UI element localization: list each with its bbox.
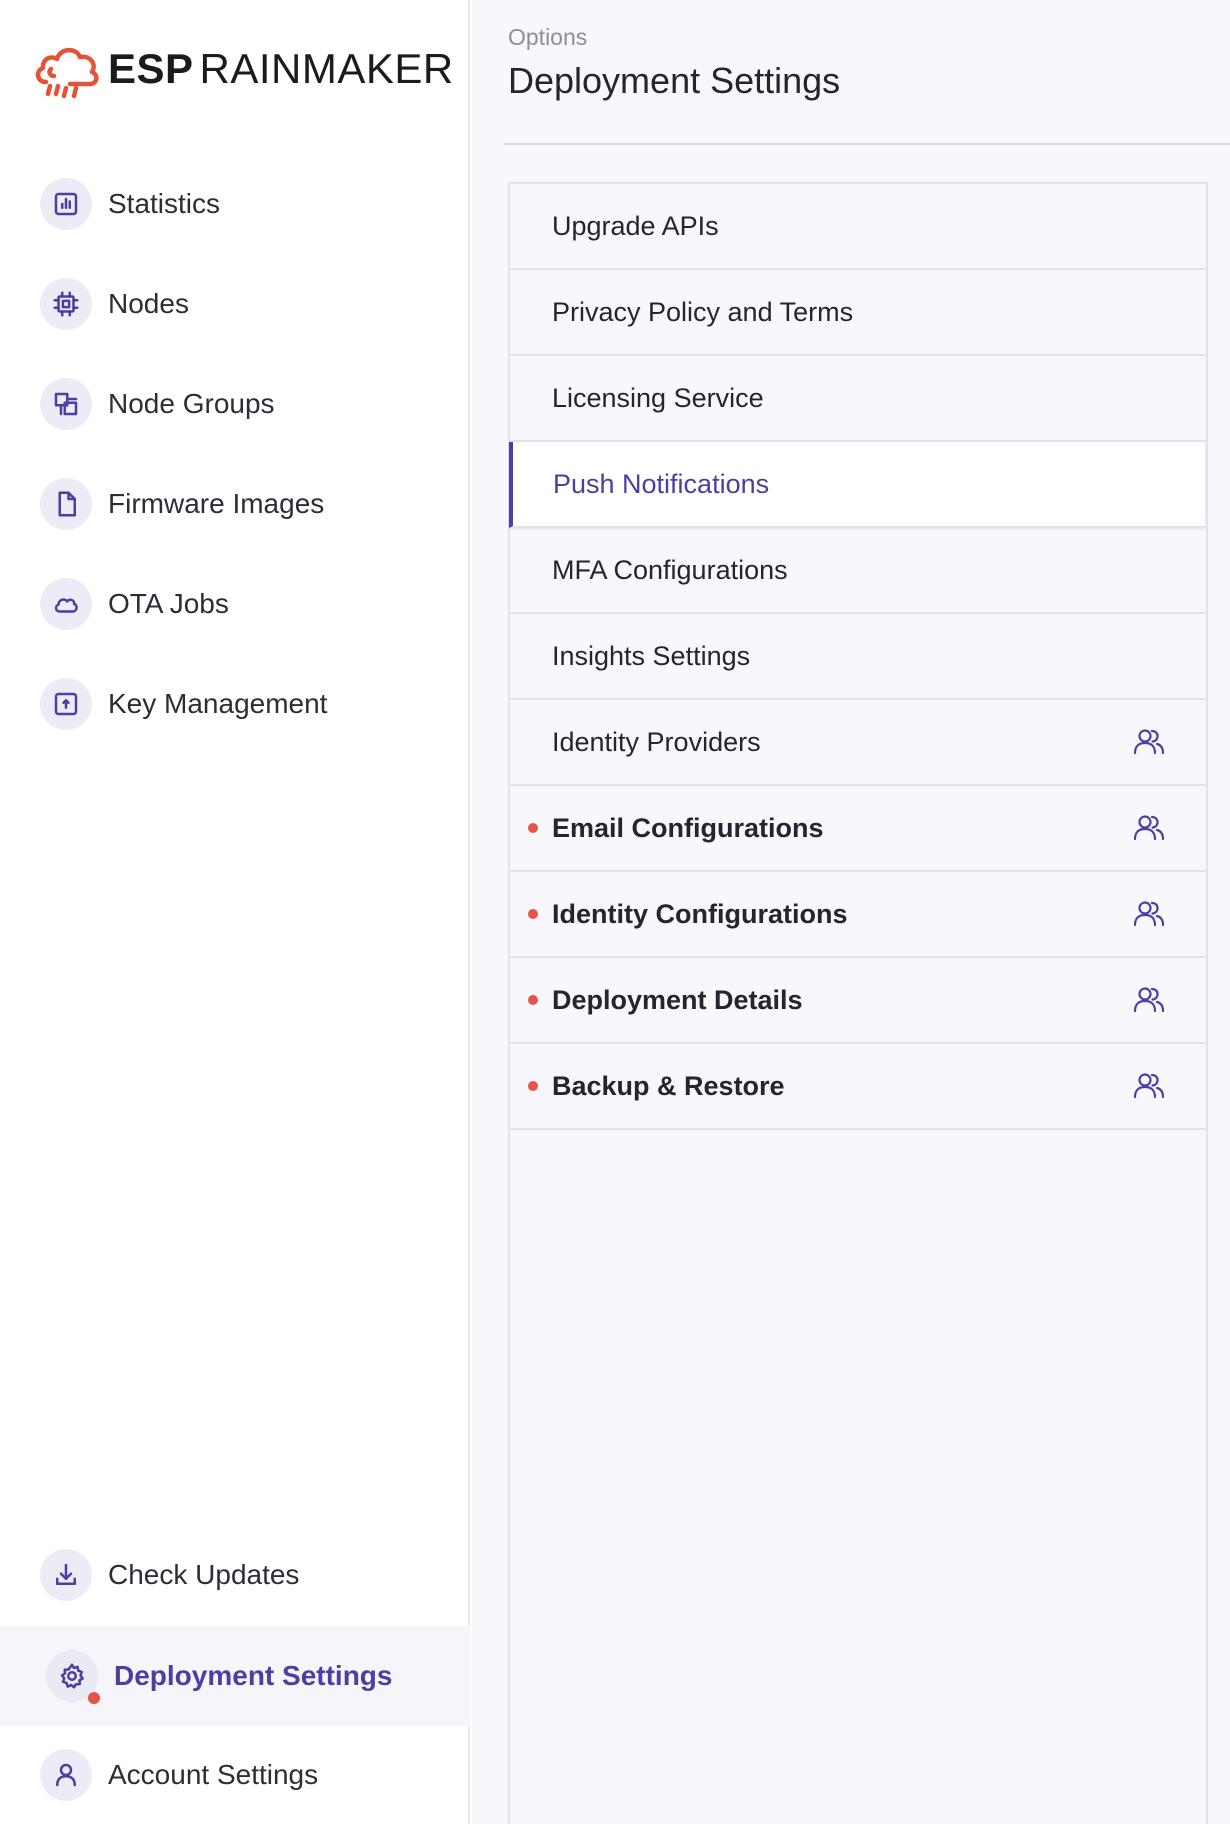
sidebar-item-label: Check Updates — [108, 1559, 300, 1590]
users-icon — [1132, 1070, 1166, 1102]
settings-item-licensing-service[interactable] — [510, 356, 1206, 442]
settings-item-label: Backup & Restore — [552, 1070, 785, 1101]
settings-item-privacy-policy[interactable] — [510, 270, 1206, 356]
settings-item-insights-settings[interactable] — [510, 614, 1206, 700]
sidebar-item-label: Deployment Settings — [114, 1660, 393, 1691]
settings-item-label: Email Configurations — [552, 812, 824, 843]
rainmaker-cloud-icon — [32, 38, 104, 100]
attention-dot — [528, 995, 538, 1005]
sidebar-item-label: Statistics — [108, 188, 221, 219]
sidebar-item-label: OTA Jobs — [108, 588, 229, 619]
main-content — [472, 0, 1230, 1824]
sidebar-item-label: Nodes — [108, 288, 189, 319]
settings-item-label: Push Notifications — [553, 468, 770, 499]
settings-item-identity-configurations[interactable] — [510, 872, 1206, 958]
divider — [504, 143, 1230, 145]
settings-item-label: Insights Settings — [552, 640, 751, 671]
sidebar-item-label: Key Management — [108, 688, 328, 719]
settings-item-label: Deployment Details — [552, 984, 803, 1015]
settings-item-backup-restore[interactable] — [510, 1044, 1206, 1130]
breadcrumb[interactable]: Options — [508, 24, 588, 50]
settings-item-identity-providers[interactable] — [510, 700, 1206, 786]
sidebar-item-nodes[interactable] — [0, 254, 470, 354]
sidebar-item-node-groups[interactable] — [0, 354, 470, 454]
sidebar-item-label: Node Groups — [108, 388, 275, 419]
users-icon — [1132, 898, 1166, 930]
user-icon — [40, 1749, 92, 1801]
settings-item-label: MFA Configurations — [552, 554, 788, 585]
brand-logo[interactable] — [32, 38, 454, 100]
node-groups-icon — [40, 378, 92, 430]
settings-item-upgrade-apis[interactable] — [510, 184, 1206, 270]
users-icon — [1132, 984, 1166, 1016]
settings-options-list — [508, 182, 1208, 1824]
settings-item-label: Identity Configurations — [552, 898, 848, 929]
gear-icon — [46, 1650, 98, 1702]
brand-name-rainmaker: RAINMAKER — [199, 45, 454, 92]
file-icon — [40, 478, 92, 530]
attention-dot — [528, 909, 538, 919]
settings-item-label: Licensing Service — [552, 382, 764, 413]
sidebar-item-deployment-settings[interactable] — [0, 1626, 470, 1726]
download-icon — [40, 1549, 92, 1601]
brand-name-esp: ESP — [108, 45, 194, 92]
users-icon — [1132, 812, 1166, 844]
page-title: Deployment Settings — [508, 60, 841, 101]
cloud-icon — [40, 578, 92, 630]
chart-icon — [40, 178, 92, 230]
settings-item-label: Upgrade APIs — [552, 210, 719, 241]
sidebar-item-firmware-images[interactable] — [0, 454, 470, 554]
settings-item-push-notifications[interactable] — [509, 442, 1205, 528]
sidebar-item-statistics[interactable] — [0, 154, 470, 254]
sidebar-item-key-management[interactable] — [0, 654, 470, 754]
sidebar-item-account-settings[interactable] — [0, 1725, 470, 1824]
key-icon — [40, 678, 92, 730]
sidebar-item-check-updates[interactable] — [0, 1525, 470, 1625]
settings-item-mfa-configurations[interactable] — [510, 528, 1206, 614]
attention-dot — [528, 823, 538, 833]
attention-dot — [528, 1081, 538, 1091]
sidebar — [0, 0, 470, 1824]
settings-item-deployment-details[interactable] — [510, 958, 1206, 1044]
settings-item-email-configurations[interactable] — [510, 786, 1206, 872]
sidebar-item-label: Firmware Images — [108, 488, 325, 519]
chip-icon — [40, 278, 92, 330]
settings-item-label: Privacy Policy and Terms — [552, 296, 854, 327]
sidebar-item-label: Account Settings — [108, 1759, 319, 1790]
sidebar-item-ota-jobs[interactable] — [0, 554, 470, 654]
notification-dot — [88, 1692, 100, 1704]
users-icon — [1132, 726, 1166, 758]
settings-item-label: Identity Providers — [552, 726, 761, 757]
